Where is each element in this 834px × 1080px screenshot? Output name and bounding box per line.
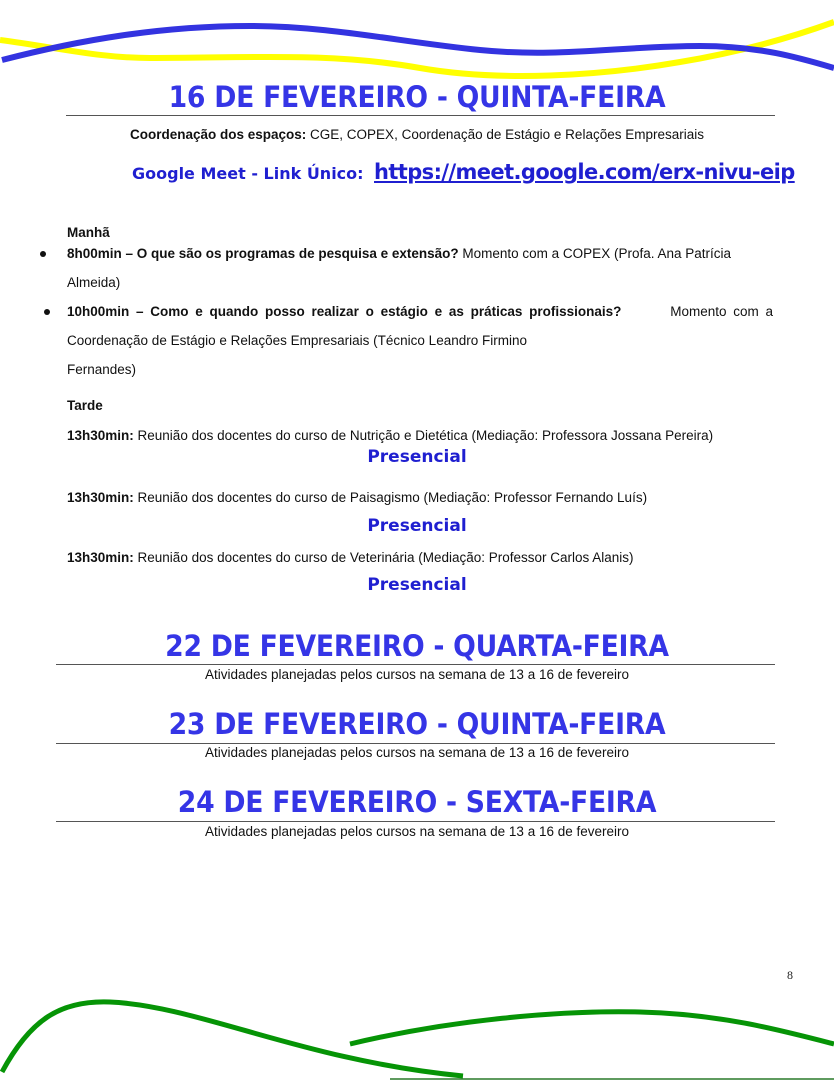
bottom-green-wave-right xyxy=(350,1012,834,1044)
bullet-icon xyxy=(44,309,50,315)
section-title-16-fev: 16 DE FEVEREIRO - QUINTA-FEIRA xyxy=(168,80,666,114)
bottom-green-wave-left xyxy=(2,1002,463,1076)
morning-item-1-desc: Momento com a COPEX (Profa. Ana Patrícia xyxy=(458,246,732,261)
top-yellow-wave xyxy=(0,22,834,76)
morning-item-2-title: 10h00min – Como e quando posso realizar o estágio e as práticas profissionais? xyxy=(67,304,622,319)
meet-line xyxy=(132,160,795,184)
afternoon-item-3 xyxy=(67,543,634,572)
title-divider xyxy=(56,664,775,665)
section-title-22-fev: 22 DE FEVEREIRO - QUARTA-FEIRA xyxy=(165,629,669,663)
morning-heading: Manhã xyxy=(67,225,110,240)
meet-label: Google Meet - Link Único: xyxy=(132,164,364,183)
top-blue-wave xyxy=(2,26,834,68)
title-divider xyxy=(66,115,775,116)
coordination-line xyxy=(0,127,834,142)
title-divider xyxy=(56,743,775,744)
afternoon-item-2 xyxy=(67,483,647,512)
meet-link[interactable]: https://meet.google.com/erx-nivu-eip xyxy=(374,160,795,184)
afternoon-item-2-time: 13h30min: xyxy=(67,490,134,505)
afternoon-item-3-desc: Reunião dos docentes do curso de Veterinária (Mediação: Professor Carlos Alanis) xyxy=(133,550,634,565)
morning-item-2-desc: Momento com a xyxy=(670,304,773,319)
afternoon-item-1-mode: Presencial xyxy=(367,447,467,467)
afternoon-item-2-mode: Presencial xyxy=(367,516,467,536)
coordination-value: CGE, COPEX, Coordenação de Estágio e Relações Empresariais xyxy=(306,127,704,142)
afternoon-heading: Tarde xyxy=(67,398,103,413)
section-title-24-fev: 24 DE FEVEREIRO - SEXTA-FEIRA xyxy=(177,785,657,819)
section-subtitle-23-fev: Atividades planejadas pelos cursos na semana de 13 a 16 de fevereiro xyxy=(204,745,630,760)
afternoon-item-2-desc: Reunião dos docentes do curso de Paisagismo (Mediação: Professor Fernando Luís) xyxy=(133,490,648,505)
afternoon-item-1-desc: Reunião dos docentes do curso de Nutrição e Dietética (Mediação: Professora Jossana Pereira) xyxy=(133,428,714,443)
afternoon-item-1 xyxy=(67,421,713,450)
section-subtitle-22-fev: Atividades planejadas pelos cursos na semana de 13 a 16 de fevereiro xyxy=(204,667,630,682)
afternoon-item-3-time: 13h30min: xyxy=(67,550,134,565)
morning-item-2-desc-cont2: Fernandes) xyxy=(67,362,137,377)
afternoon-item-1-time: 13h30min: xyxy=(67,428,134,443)
morning-item-1 xyxy=(67,239,773,268)
page-number: 8 xyxy=(787,968,793,982)
title-divider xyxy=(56,821,775,822)
afternoon-item-3-mode: Presencial xyxy=(367,575,467,595)
section-subtitle-24-fev: Atividades planejadas pelos cursos na semana de 13 a 16 de fevereiro xyxy=(204,824,630,839)
morning-item-1-title: 8h00min – O que são os programas de pesquisa e extensão? xyxy=(67,246,459,261)
bullet-icon xyxy=(40,251,46,257)
section-title-23-fev: 23 DE FEVEREIRO - QUINTA-FEIRA xyxy=(168,707,666,741)
morning-item-2 xyxy=(67,297,773,326)
morning-item-1-desc-cont: Almeida) xyxy=(67,275,121,290)
coordination-label: Coordenação dos espaços: xyxy=(129,127,307,142)
morning-item-2-desc-cont: Coordenação de Estágio e Relações Empresariais (Técnico Leandro Firmino xyxy=(67,333,527,348)
